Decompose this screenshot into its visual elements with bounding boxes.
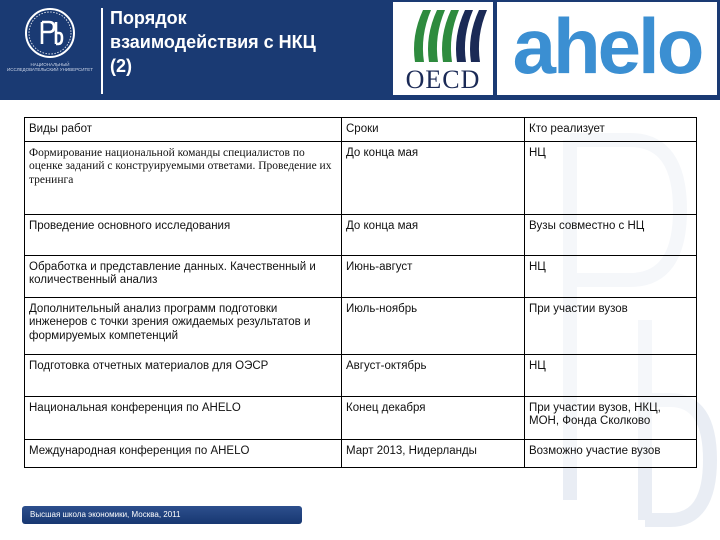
- table-cell-work: Подготовка отчетных материалов для ОЭСР: [25, 354, 342, 396]
- table-cell-deadline: Июнь-август: [342, 255, 525, 297]
- header-cell-work: Виды работ: [25, 118, 342, 142]
- table-row: [25, 297, 697, 354]
- table-cell-deadline: Июль-ноябрь: [342, 297, 525, 354]
- oecd-stripes-icon: [393, 2, 493, 64]
- hse-caption: НАЦИОНАЛЬНЫЙ ИССЛЕДОВАТЕЛЬСКИЙ УНИВЕРСИТЕТ: [6, 62, 94, 72]
- table-cell-work: Формирование национальной команды специалистов по оценке заданий с конструируемыми ответами. Проведение их тренинга: [25, 141, 342, 214]
- oecd-logo: [393, 2, 493, 95]
- table-cell-responsible: НЦ: [525, 141, 697, 214]
- footer-text: Высшая школа экономики, Москва, 2011: [30, 510, 181, 519]
- header-bar: [0, 0, 720, 100]
- table-cell-deadline: Конец декабря: [342, 396, 525, 439]
- table-row: [25, 255, 697, 297]
- table-cell-deadline: До конца мая: [342, 214, 525, 255]
- footer-bar: [22, 506, 302, 524]
- table-cell-deadline: Август-октябрь: [342, 354, 525, 396]
- page-title: Порядок взаимодействия с НКЦ (2): [110, 8, 316, 76]
- table-row: [25, 439, 697, 467]
- table-cell-responsible: При участии вузов: [525, 297, 697, 354]
- title-divider: [101, 8, 103, 94]
- table-row: [25, 214, 697, 255]
- header-cell-responsible: Кто реализует: [525, 118, 697, 142]
- header-cell-deadline: Сроки: [342, 118, 525, 142]
- table-row: [25, 396, 697, 439]
- table-cell-responsible: НЦ: [525, 354, 697, 396]
- table-cell-responsible: При участии вузов, НКЦ, МОН, Фонда Сколково: [525, 396, 697, 439]
- table-cell-deadline: До конца мая: [342, 141, 525, 214]
- table-cell-work: Национальная конференция по AHELO: [25, 396, 342, 439]
- table-cell-work: Обработка и представление данных. Качественный и количественный анализ: [25, 255, 342, 297]
- ahelo-logo: [497, 2, 717, 95]
- table-cell-work: Дополнительный анализ программ подготовки инженеров с точки зрения ожидаемых результатов и формируемых компетенций: [25, 297, 342, 354]
- table-cell-responsible: Возможно участие вузов: [525, 439, 697, 467]
- table-header-row: [25, 118, 697, 142]
- table-cell-deadline: Март 2013, Нидерланды: [342, 439, 525, 467]
- hse-logo: [0, 0, 100, 100]
- table-cell-responsible: Вузы совместно с НЦ: [525, 214, 697, 255]
- table-cell-work: Международная конференция по AHELO: [25, 439, 342, 467]
- hse-emblem-icon: [23, 6, 77, 60]
- oecd-wordmark: OECD: [405, 65, 481, 94]
- table-cell-work: Проведение основного исследования: [25, 214, 342, 255]
- table-cell-responsible: НЦ: [525, 255, 697, 297]
- table-row: [25, 141, 697, 214]
- table-row: [25, 354, 697, 396]
- work-schedule-table: [24, 117, 697, 468]
- ahelo-wordmark: ahelo: [512, 2, 702, 90]
